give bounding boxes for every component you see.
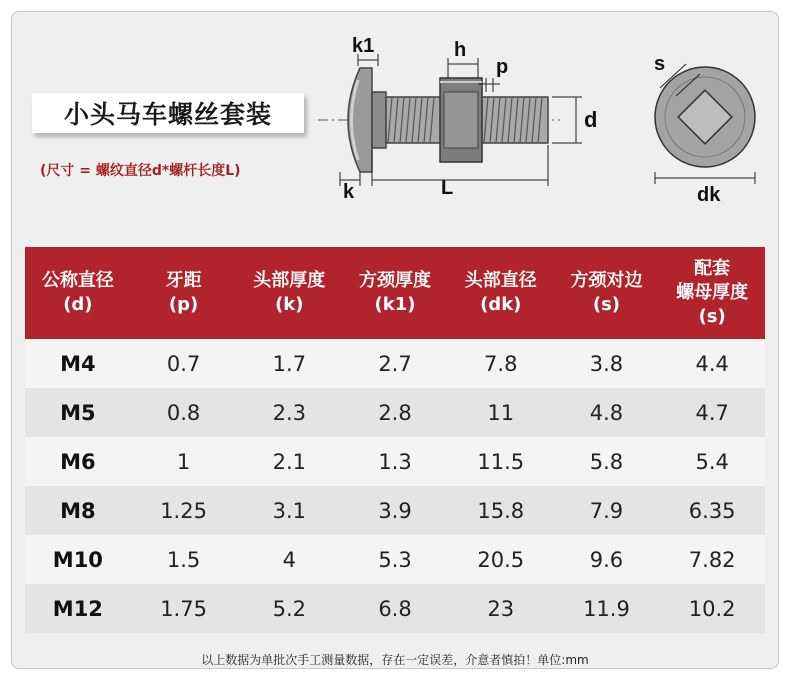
table-cell: M12 [52, 596, 103, 621]
table-cell: 11 [487, 400, 515, 425]
table-cell: M5 [60, 400, 96, 425]
table-cell: 11.5 [477, 449, 525, 474]
table-cell: 1.75 [160, 596, 207, 621]
label-k: k [343, 181, 355, 203]
table-row [25, 339, 765, 388]
table-cell: 1.7 [272, 351, 306, 376]
table-row [25, 388, 765, 437]
label-p: p [496, 56, 509, 78]
table-cell: 10.2 [688, 596, 736, 621]
table-cell: 7.82 [688, 547, 736, 572]
table-row [25, 535, 765, 584]
table-cell: 3.8 [589, 351, 624, 376]
product-title: 小头马车螺丝套装 [32, 93, 304, 133]
table-cell: 2.7 [378, 351, 412, 376]
spec-table [25, 247, 765, 633]
bolt-diagram [0, 0, 790, 240]
footer-note: 以上数据为单批次手工测量数据，存在一定误差，介意者慎拍！单位:mm [201, 653, 589, 667]
table-cell: 7.9 [589, 498, 624, 523]
square-neck [372, 92, 386, 148]
table-cell: 2.8 [378, 400, 412, 425]
table-cell: M4 [60, 351, 96, 376]
header-neck-across-flats: 方颈对边 (s) [570, 270, 643, 315]
table-cell: 5.4 [695, 449, 729, 474]
table-cell: 0.7 [166, 351, 201, 376]
table-cell: 20.5 [477, 547, 525, 572]
table-cell: 1 [176, 449, 191, 474]
label-s: s [654, 53, 666, 75]
table-cell: 5.3 [378, 547, 412, 572]
table-cell: 2.3 [272, 400, 306, 425]
table-cell: 6.8 [378, 596, 412, 621]
header-neck-thickness: 方颈厚度 (k1) [359, 270, 432, 315]
table-cell: 9.6 [589, 547, 624, 572]
header-pitch: 牙距 (p) [165, 270, 202, 315]
table-cell: 23 [487, 596, 515, 621]
table-row [25, 486, 765, 535]
table-cell: 6.35 [688, 498, 736, 523]
table-header [25, 247, 765, 339]
table-cell: 1.25 [160, 498, 207, 523]
table-cell: 4.7 [695, 400, 729, 425]
table-cell: 1.5 [166, 547, 201, 572]
table-cell: 4.4 [695, 351, 729, 376]
table-cell: M6 [60, 449, 96, 474]
table-cell: 7.8 [484, 351, 518, 376]
table-cell: 3.9 [378, 498, 412, 523]
header-head-thickness: 头部厚度 (k) [253, 270, 326, 315]
header-head-diameter: 头部直径 (dk) [464, 270, 537, 315]
table-cell: M8 [60, 498, 96, 523]
table-cell: 5.8 [589, 449, 624, 474]
label-h: h [454, 39, 467, 61]
label-k1: k1 [352, 35, 375, 57]
label-dk: dk [697, 184, 721, 206]
table-cell: 3.1 [272, 498, 306, 523]
table-cell: 1.3 [378, 449, 412, 474]
table-cell: 5.2 [272, 596, 306, 621]
table-cell: 4.8 [589, 400, 624, 425]
header-nut-thickness: 配套 螺母厚度 (s) [676, 258, 749, 327]
table-cell: 11.9 [583, 596, 630, 621]
header-nominal-diameter: 公称直径 (d) [41, 270, 114, 315]
table-body [25, 339, 765, 633]
size-note: (尺寸 = 螺纹直径d*螺杆长度L) [40, 163, 241, 179]
table-cell: 2.1 [272, 449, 306, 474]
table-cell: 15.8 [477, 498, 525, 523]
label-L: L [441, 177, 454, 199]
label-d: d [584, 107, 598, 132]
table-cell: 0.8 [166, 400, 201, 425]
table-cell: 4 [282, 547, 296, 572]
table-cell: M10 [52, 547, 103, 572]
table-row [25, 437, 765, 486]
table-row [25, 584, 765, 633]
